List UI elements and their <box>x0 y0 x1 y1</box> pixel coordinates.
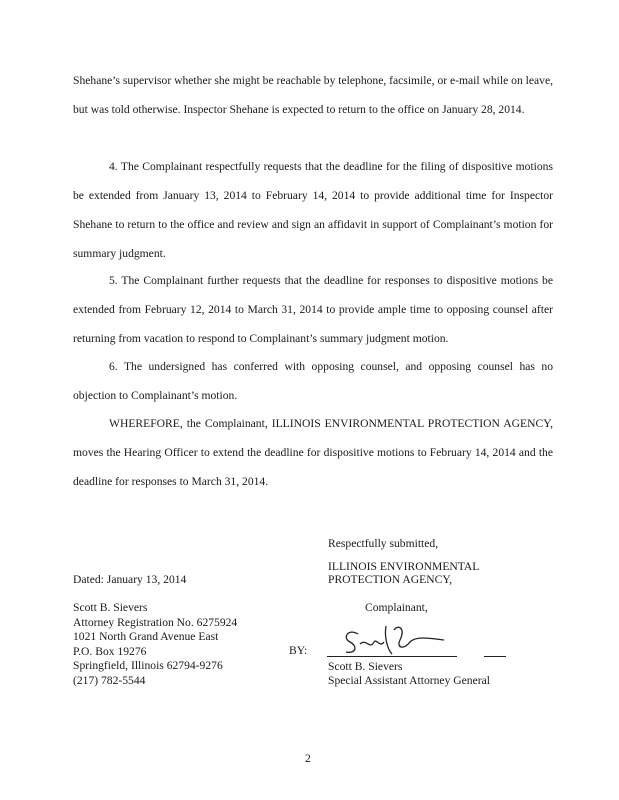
paragraph-wherefore: WHEREFORE, the Complainant, ILLINOIS ENVIRONMENTAL PROTECTION AGENCY, moves the Hearing Officer to extend the deadline for dispositive motions to February 14, 2014 and the deadline for responses to March 31, 2014. <box>73 417 553 488</box>
attorney-registration: Attorney Registration No. 6275924 <box>73 615 238 629</box>
attorney-name: Scott B. Sievers <box>73 601 148 614</box>
page-number: 2 <box>305 752 311 765</box>
party-name-line1: ILLINOIS ENVIRONMENTAL <box>328 560 480 573</box>
attorney-street: 1021 North Grand Avenue East <box>73 630 219 643</box>
attorney-phone: (217) 782-5544 <box>73 673 146 687</box>
paragraph-continuation: Shehane’s supervisor whether she might be reachable by telephone, facsimile, or e-mail while on leave, but was told otherwise. Inspector Shehane is expected to return to the office on January 28, 2014. <box>73 74 554 116</box>
signature-line-end <box>484 656 506 657</box>
party-role: Complainant, <box>365 601 428 614</box>
paragraph-4: 4. The Complainant respectfully requests that the deadline for the filing of dispositive motions be extended from January 13, 2014 to February 14, 2014 to provide additional time for Inspector Shehane to return to the office and review and sign an affidavit in support of Complainant’s motion for summary judgment. <box>73 160 553 260</box>
by-label: BY: <box>289 644 308 657</box>
paragraph-6: 6. The undersigned has conferred with opposing counsel, and opposing counsel has no objection to Complainant’s motion. <box>73 360 553 402</box>
party-name-line2: PROTECTION AGENCY, <box>328 573 453 586</box>
date-line: Dated: January 13, 2014 <box>73 573 187 586</box>
paragraph-5: 5. The Complainant further requests that the deadline for responses to dispositive motions be extended from February 12, 2014 to March 31, 2014 to provide ample time to opposing counsel after returning from vacation to respond to Complainant’s summary judgment motion. <box>73 274 553 345</box>
signer-name: Scott B. Sievers <box>328 660 403 673</box>
attorney-po-box: P.O. Box 19276 <box>73 644 147 658</box>
signer-title: Special Assistant Attorney General <box>328 674 490 687</box>
attorney-address-block <box>73 601 237 688</box>
closing-text: Respectfully submitted, <box>328 537 439 550</box>
attorney-city: Springfield, Illinois 62794-9276 <box>73 659 223 672</box>
signature-image <box>336 620 446 660</box>
